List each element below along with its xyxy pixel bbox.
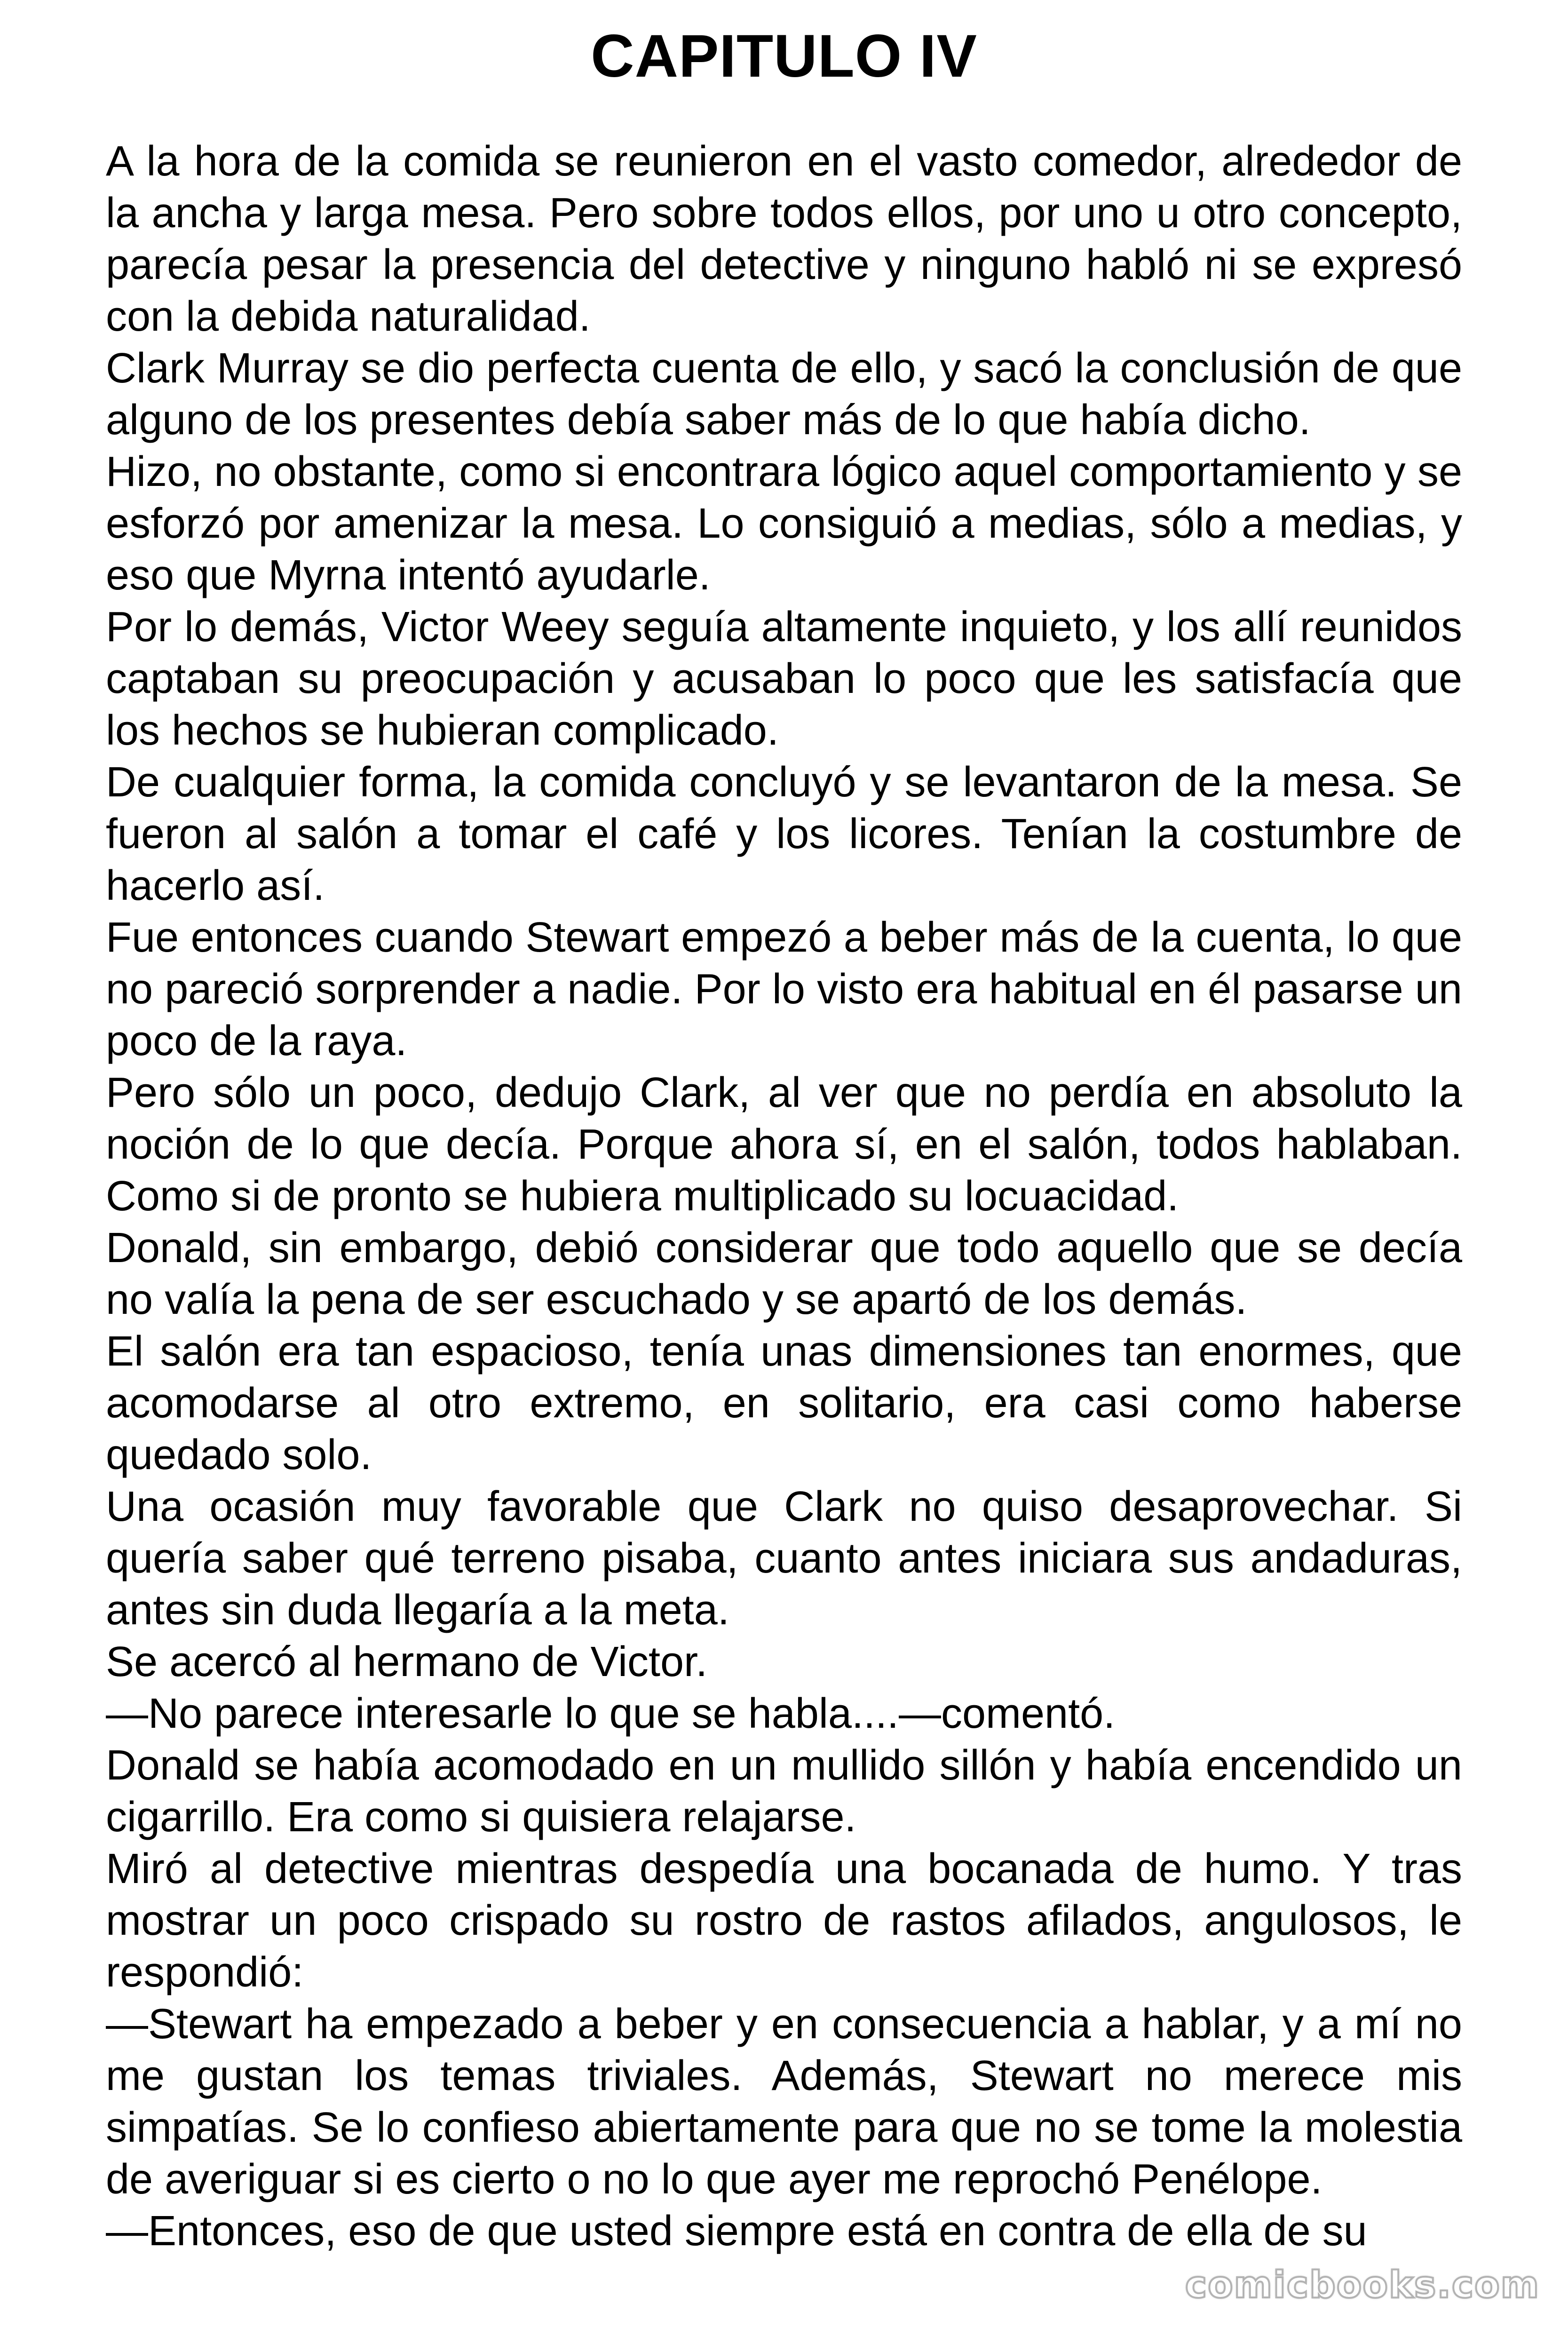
paragraph: Clark Murray se dio perfecta cuenta de ello, y sacó la conclusión de que alguno de los presentes debía saber más de lo que había dicho. [106, 345, 1462, 444]
paragraph: Donald, sin embargo, debió considerar que todo aquello que se decía no valía la pena de ser escuchado y se apartó de los demás. [106, 1224, 1462, 1323]
paragraph: Una ocasión muy favorable que Clark no quiso desaprovechar. Si quería saber qué terreno pisaba, cuanto antes iniciara sus andaduras, antes sin duda llegaría a la meta. [106, 1483, 1462, 1634]
paragraph: Se acercó al hermano de Victor. [106, 1638, 708, 1685]
paragraph: Donald se había acomodado en un mullido sillón y había encendido un cigarrillo. Era como si quisiera relajarse. [106, 1742, 1462, 1841]
chapter-title: CAPITULO IV [591, 23, 977, 90]
dialogue-line: —Entonces, eso de que usted siempre está en contra de ella de su [106, 2208, 1367, 2255]
paragraph: Fue entonces cuando Stewart empezó a beber más de la cuenta, lo que no pareció sorprender a nadie. Por lo visto era habitual en él pasarse un poco de la raya. [106, 914, 1462, 1065]
chapter-body [106, 135, 1462, 2257]
paragraph: Hizo, no obstante, como si encontrara lógico aquel comportamiento y se esforzó por amenizar la mesa. Lo consiguió a medias, sólo a medias, y eso que Myrna intentó ayudarle. [106, 448, 1462, 599]
dialogue-line: —No parece interesarle lo que se habla....—comentó. [106, 1690, 1116, 1737]
paragraph: De cualquier forma, la comida concluyó y se levantaron de la mesa. Se fueron al salón a tomar el café y los licores. Tenían la costumbre de hacerlo así. [106, 759, 1462, 909]
paragraph: Pero sólo un poco, dedujo Clark, al ver que no perdía en absoluto la noción de lo que decía. Porque ahora sí, en el salón, todos hablaban. Como si de pronto se hubiera multiplicado su locuacidad. [106, 1069, 1462, 1220]
paragraph: A la hora de la comida se reunieron en el vasto comedor, alrededor de la ancha y larga mesa. Pero sobre todos ellos, por uno u otro concepto, parecía pesar la presencia del detective y ninguno habló ni se expresó con la debida naturalidad. [106, 138, 1462, 340]
paragraph: El salón era tan espacioso, tenía unas dimensiones tan enormes, que acomodarse al otro extremo, en solitario, era casi como haberse quedado solo. [106, 1328, 1462, 1478]
dialogue-line: —Stewart ha empezado a beber y en consecuencia a hablar, y a mí no me gustan los temas triviales. Además, Stewart no merece mis simpatías. Se lo confieso abiertamente para que no se tome la molestia de averiguar si es cierto o no lo que ayer me reprochó Penélope. [106, 2001, 1462, 2203]
watermark: comicbooks.com [1185, 2264, 1540, 2306]
paragraph: Miró al detective mientras despedía una bocanada de humo. Y tras mostrar un poco crispado su rostro de rastos afilados, angulosos, le respondió: [106, 1845, 1462, 1996]
paragraph: Por lo demás, Victor Weey seguía altamente inquieto, y los allí reunidos captaban su preocupación y acusaban lo poco que les satisfacía que los hechos se hubieran complicado. [106, 604, 1462, 754]
